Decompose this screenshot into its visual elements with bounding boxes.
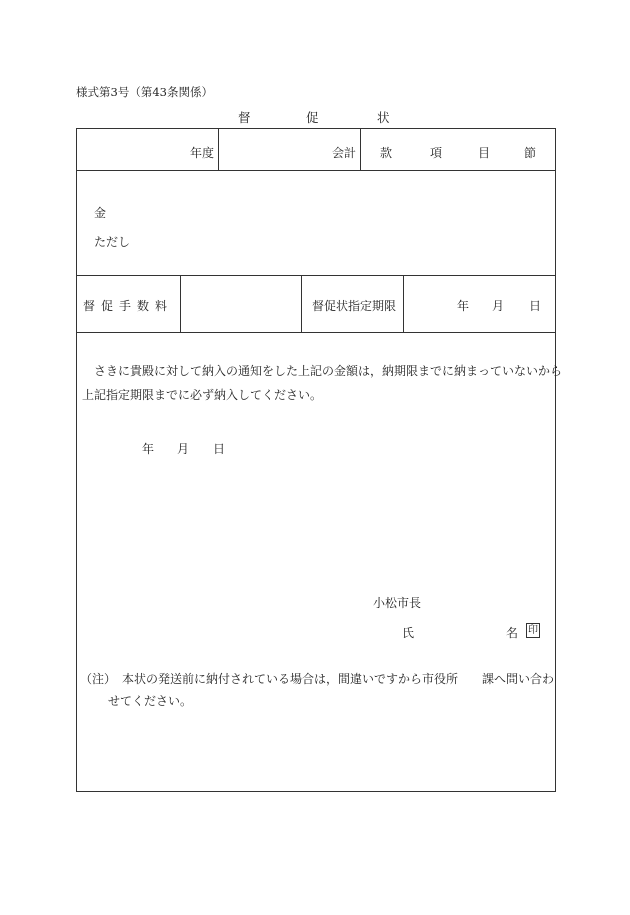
issue-day: 日 bbox=[213, 442, 226, 456]
issue-month: 月 bbox=[177, 442, 190, 456]
form-number: 様式第3号（第43条関係） bbox=[76, 85, 213, 99]
title-char-1: 督 bbox=[238, 110, 251, 125]
title-char-2: 促 bbox=[306, 110, 319, 125]
issue-year: 年 bbox=[142, 442, 155, 456]
name-mei: 名 bbox=[506, 626, 519, 640]
seal-mark: 印 bbox=[528, 625, 538, 636]
kan-label: 款 bbox=[380, 146, 393, 160]
note-line-1-end: 課へ問い合わ bbox=[482, 672, 555, 686]
deadline-year: 年 bbox=[457, 299, 470, 313]
name-shi: 氏 bbox=[402, 626, 415, 640]
row-divider-1 bbox=[76, 170, 556, 171]
kou-label: 項 bbox=[430, 146, 443, 160]
divider-fee-value bbox=[301, 275, 302, 332]
row-divider-3 bbox=[76, 332, 556, 333]
deadline-label: 督促状指定期限 bbox=[312, 299, 397, 313]
account-label: 会計 bbox=[332, 146, 357, 160]
divider-kaikei bbox=[360, 128, 361, 170]
note-line-1: （注） 本状の発送前に納付されている場合は，間違いですから市役所 bbox=[80, 672, 459, 686]
title-char-3: 状 bbox=[377, 110, 390, 125]
amount-label: 金 bbox=[94, 206, 107, 220]
fee-label: 督促手数料 bbox=[83, 299, 174, 313]
body-line-1: さきに貴殿に対して納入の通知をした上記の金額は，納期限までに納まっていないから bbox=[94, 364, 563, 378]
divider-nendo bbox=[218, 128, 219, 170]
proviso-label: ただし bbox=[94, 235, 131, 249]
mayor-title: 小松市長 bbox=[373, 596, 422, 610]
setsu-label: 節 bbox=[524, 146, 537, 160]
moku-label: 目 bbox=[478, 146, 491, 160]
note-line-2: せてください。 bbox=[108, 694, 193, 708]
row-divider-2 bbox=[76, 275, 556, 276]
deadline-month: 月 bbox=[492, 299, 505, 313]
divider-deadline bbox=[403, 275, 404, 332]
divider-fee bbox=[180, 275, 181, 332]
deadline-day: 日 bbox=[529, 299, 542, 313]
body-line-2: 上記指定期限までに必ず納入してください。 bbox=[82, 388, 323, 402]
fiscal-year-label: 年度 bbox=[190, 146, 215, 160]
